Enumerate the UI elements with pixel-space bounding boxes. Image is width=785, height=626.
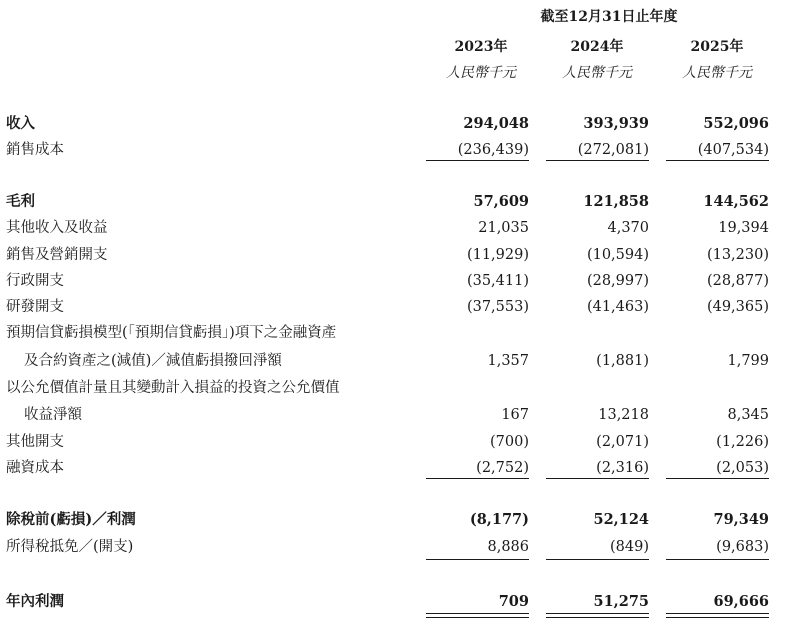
row-value-2025年: 144,562 bbox=[703, 193, 769, 210]
row-value-2024年: 393,939 bbox=[583, 115, 649, 132]
table-row bbox=[0, 430, 785, 454]
year-header-2025: 2025年 bbox=[690, 39, 744, 55]
table-row bbox=[0, 243, 785, 267]
table-row bbox=[0, 269, 785, 293]
row-value-2024年: (2,316) bbox=[596, 460, 649, 476]
table-row bbox=[0, 403, 785, 427]
row-label: 銷售及營銷開支 bbox=[6, 247, 108, 263]
row-value-2024年: 13,218 bbox=[598, 407, 649, 423]
row-value-2023年: (700) bbox=[490, 434, 529, 450]
subtotal-rule bbox=[546, 559, 649, 560]
table-row bbox=[0, 508, 785, 532]
table-row bbox=[0, 216, 785, 240]
row-label: 行政開支 bbox=[6, 273, 64, 289]
row-label: 除稅前(虧損)／利潤 bbox=[6, 511, 136, 528]
table-row bbox=[0, 590, 785, 614]
total-double-rule bbox=[546, 613, 649, 618]
subtotal-rule bbox=[666, 559, 769, 560]
row-label: 年內利潤 bbox=[6, 593, 64, 610]
row-value-2024年: (41,463) bbox=[586, 299, 649, 315]
period-header: 截至12月31日止年度 bbox=[540, 9, 678, 25]
row-value-2025年: 8,345 bbox=[727, 407, 769, 423]
row-value-2023年: 167 bbox=[501, 407, 529, 423]
subtotal-rule bbox=[426, 478, 529, 479]
row-value-2024年: 121,858 bbox=[583, 193, 649, 210]
table-row bbox=[0, 138, 785, 162]
table-row bbox=[0, 190, 785, 214]
subtotal-rule bbox=[666, 478, 769, 479]
year-header-2023: 2023年 bbox=[454, 39, 508, 55]
row-value-2024年: (272,081) bbox=[577, 142, 649, 158]
row-value-2025年: (407,534) bbox=[697, 142, 769, 158]
row-value-2024年: 4,370 bbox=[607, 220, 649, 236]
table-row bbox=[0, 376, 785, 400]
row-value-2025年: (49,365) bbox=[706, 299, 769, 315]
subtotal-rule bbox=[666, 160, 769, 161]
total-double-rule bbox=[426, 613, 529, 618]
row-label: 收入 bbox=[6, 115, 35, 132]
table-row bbox=[0, 321, 785, 345]
unit-header-2024: 人民幣千元 bbox=[562, 65, 632, 81]
row-value-2024年: 51,275 bbox=[593, 593, 649, 610]
row-label: 以公允價值計量且其變動計入損益的投資之公允價值 bbox=[6, 380, 340, 396]
row-value-2024年: (2,071) bbox=[596, 434, 649, 450]
row-label: 毛利 bbox=[6, 193, 35, 210]
subtotal-rule bbox=[426, 160, 529, 161]
row-value-2023年: 294,048 bbox=[463, 115, 529, 132]
total-double-rule bbox=[666, 613, 769, 618]
row-value-2025年: 19,394 bbox=[718, 220, 769, 236]
row-label: 其他收入及收益 bbox=[6, 220, 108, 236]
row-value-2024年: 52,124 bbox=[593, 511, 649, 528]
table-row bbox=[0, 112, 785, 136]
row-value-2023年: (11,929) bbox=[466, 247, 529, 263]
row-value-2025年: 69,666 bbox=[713, 593, 769, 610]
row-value-2025年: (28,877) bbox=[706, 273, 769, 289]
subtotal-rule bbox=[546, 160, 649, 161]
row-value-2023年: (236,439) bbox=[457, 142, 529, 158]
row-label: 融資成本 bbox=[6, 460, 64, 476]
row-label: 預期信貸虧損模型(「預期信貸虧損」)項下之金融資產 bbox=[6, 325, 337, 341]
table-row bbox=[0, 456, 785, 480]
row-value-2025年: 79,349 bbox=[713, 511, 769, 528]
year-header-2024: 2024年 bbox=[570, 39, 624, 55]
table-row bbox=[0, 349, 785, 373]
row-value-2023年: (35,411) bbox=[466, 273, 529, 289]
row-value-2024年: (10,594) bbox=[586, 247, 649, 263]
row-value-2025年: (9,683) bbox=[716, 539, 769, 555]
row-label: 研發開支 bbox=[6, 299, 64, 315]
row-value-2025年: 552,096 bbox=[703, 115, 769, 132]
row-value-2023年: 1,357 bbox=[487, 353, 529, 369]
row-value-2025年: (2,053) bbox=[716, 460, 769, 476]
row-value-2023年: (8,177) bbox=[469, 511, 529, 528]
row-value-2023年: 709 bbox=[498, 593, 529, 610]
table-row bbox=[0, 295, 785, 319]
row-value-2023年: (37,553) bbox=[466, 299, 529, 315]
row-label: 銷售成本 bbox=[6, 142, 64, 158]
subtotal-rule bbox=[426, 559, 529, 560]
row-label: 收益淨額 bbox=[24, 407, 82, 423]
row-value-2024年: (849) bbox=[610, 539, 649, 555]
row-value-2024年: (28,997) bbox=[586, 273, 649, 289]
row-label: 所得稅抵免／(開支) bbox=[6, 539, 134, 555]
row-value-2023年: 21,035 bbox=[478, 220, 529, 236]
row-label: 及合約資產之(減值)／減值虧損撥回淨額 bbox=[24, 353, 282, 369]
row-value-2025年: (1,226) bbox=[716, 434, 769, 450]
row-value-2025年: 1,799 bbox=[727, 353, 769, 369]
unit-header-2023: 人民幣千元 bbox=[446, 65, 516, 81]
subtotal-rule bbox=[546, 478, 649, 479]
row-value-2025年: (13,230) bbox=[706, 247, 769, 263]
row-value-2023年: (2,752) bbox=[476, 460, 529, 476]
row-value-2023年: 57,609 bbox=[473, 193, 529, 210]
row-label: 其他開支 bbox=[6, 434, 64, 450]
unit-header-2025: 人民幣千元 bbox=[682, 65, 752, 81]
table-row bbox=[0, 535, 785, 559]
row-value-2024年: (1,881) bbox=[596, 353, 649, 369]
row-value-2023年: 8,886 bbox=[487, 539, 529, 555]
